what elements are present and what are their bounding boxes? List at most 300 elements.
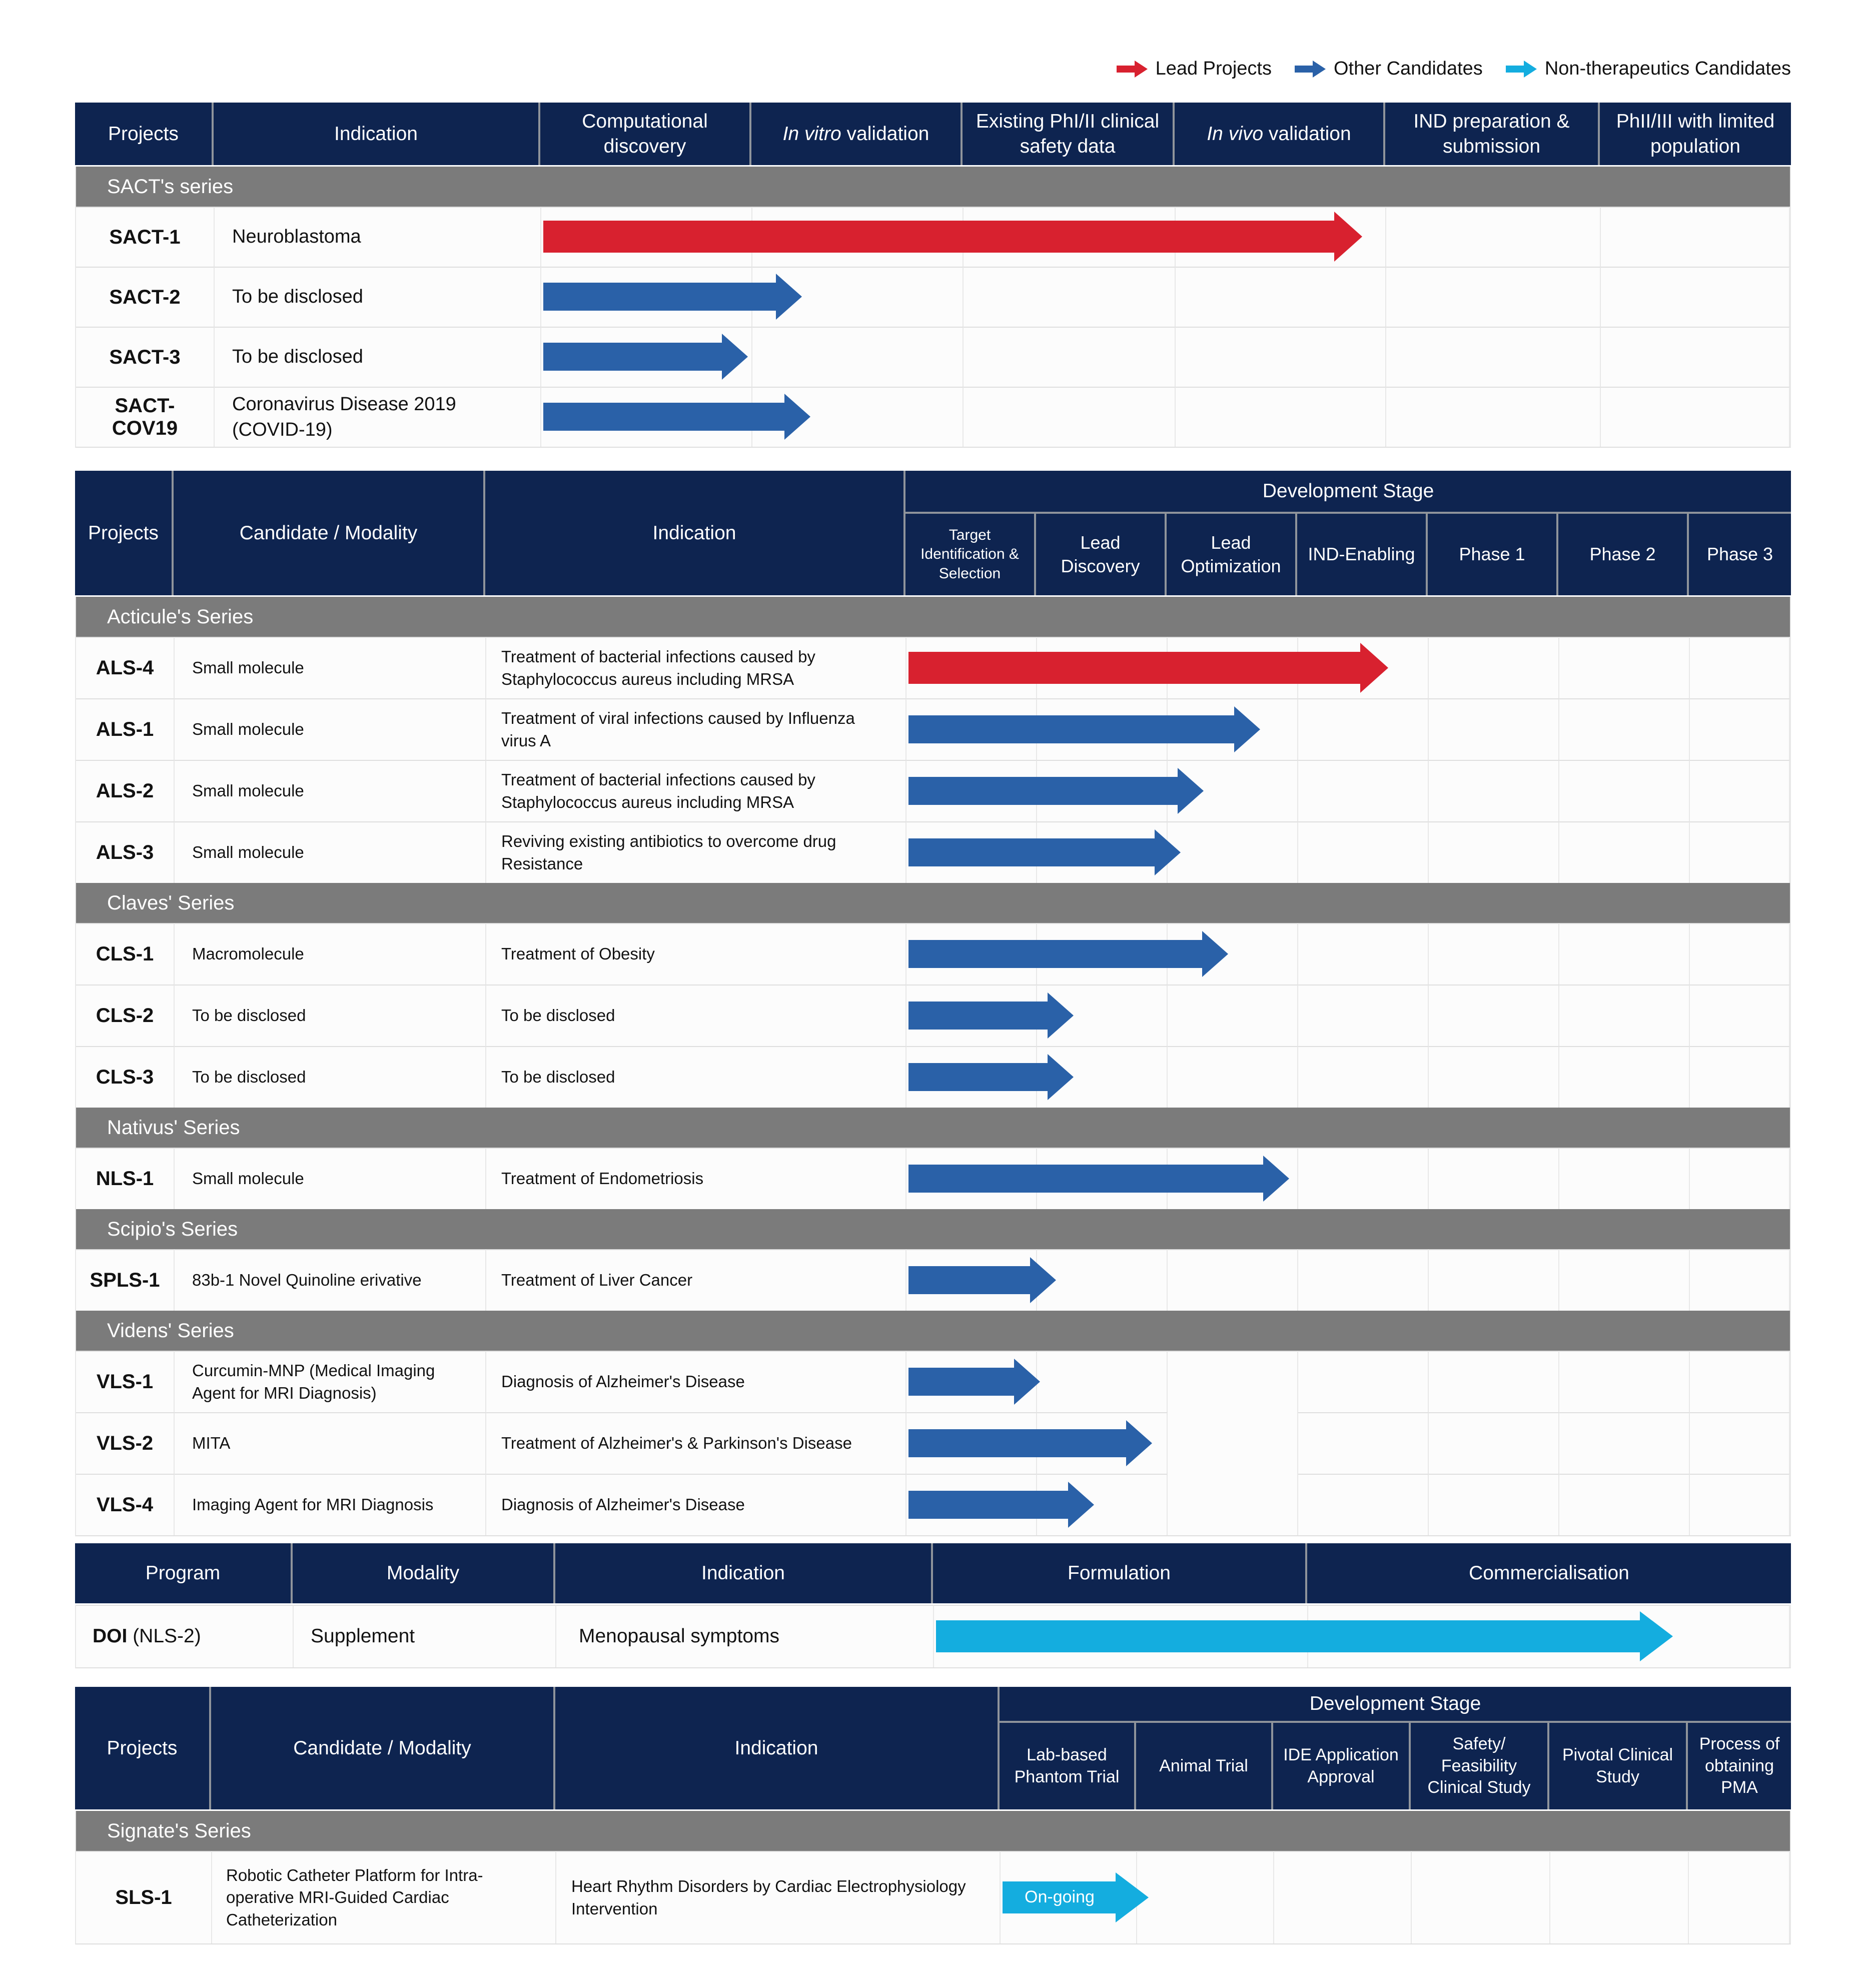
pipeline-row [76,923,1790,984]
pipeline-arrow-nontx [936,1605,1673,1667]
column-header: Computational discovery [540,103,751,165]
project-cell: SACT-COV19 [76,387,215,447]
project-cell: SLS-1 [76,1851,212,1943]
indication-cell [486,1148,906,1209]
column-header: Modality [293,1543,555,1603]
stage-column-header: IDE Application Approval [1273,1723,1411,1809]
stage-cell [1168,1474,1298,1535]
pipeline-arrow-nontx [1003,1851,1149,1943]
column-header: IND preparation & submission [1385,103,1600,165]
stage-cell [1559,1412,1690,1474]
stage-cell [1168,984,1298,1046]
indication-text: To be disclosed [232,346,363,368]
pipeline-arrow-other [908,1351,1040,1412]
arrow-body [908,1165,1264,1193]
arrow-head [1126,1420,1152,1466]
doi-table-body [75,1605,1791,1668]
project-cell: ALS-3 [76,821,175,883]
project-cell: SACT-2 [76,267,215,327]
indication-cell [215,327,541,387]
sact-table-body [75,167,1791,448]
pipeline-row [76,1046,1790,1108]
indication-text: Diagnosis of Alzheimer's Disease [501,1495,745,1514]
pipeline-arrow-lead [543,207,1362,267]
indication-cell [486,821,906,883]
arrow-body [1003,1881,1117,1913]
series-band-label: Videns' Series [107,1319,234,1342]
main-pipeline-table [75,471,1791,1536]
candidate-text: Curcumin-MNP (Medical Imaging Agent for MRI Diagnosis) [192,1361,435,1402]
series-band-label: SACT's series [107,175,234,198]
pipeline-arrow-other [908,984,1074,1046]
indication-cell [215,387,541,447]
stage-cell [1690,821,1790,883]
stage-column-header: Lab-based Phantom Trial [1000,1723,1136,1809]
stage-cell [964,327,1176,387]
stage-cell [1168,1249,1298,1311]
candidate-text: To be disclosed [192,1068,306,1087]
stage-column-header: Target Identification & Selection [905,514,1036,595]
project-cell: SPLS-1 [76,1249,175,1311]
pipeline-arrow-other [908,1474,1094,1535]
stage-column-header: Animal Trial [1136,1723,1273,1809]
nontherapeutics-arrow-icon [1506,61,1537,78]
stage-cell [1559,1351,1690,1412]
pipeline-row [76,267,1790,327]
arrow-body [908,1002,1049,1030]
arrow-label: On-going [1025,1887,1095,1906]
arrow-head [1178,768,1204,814]
stage-cell [1037,1249,1168,1311]
stage-cell [1298,698,1429,760]
candidate-text: Macromolecule [192,944,304,963]
arrow-head [1155,829,1181,875]
stage-track [906,923,1790,984]
arrow-body [908,1368,1015,1396]
indication-cell [486,637,906,698]
stage-cell [1689,1851,1790,1943]
stage-cell [1386,207,1601,267]
series-band [76,1811,1790,1851]
pipeline-arrow-other [908,1148,1289,1209]
candidate-text: Small molecule [192,781,304,800]
stage-cell [1559,1249,1690,1311]
stage-cell [1429,1412,1559,1474]
arrow-head [1068,1482,1094,1528]
legend-item-other [1295,58,1483,80]
arrow-head [1263,1156,1289,1202]
indication-cell [215,267,541,327]
series-band-label: Claves' Series [107,891,235,914]
stage-cell [1176,387,1386,447]
stage-cell [1559,821,1690,883]
pipeline-row [76,1474,1790,1535]
legend-item-nontx [1506,58,1791,80]
column-header: Formulation [933,1543,1307,1603]
series-band-label: Scipio's Series [107,1218,238,1240]
project-cell: CLS-1 [76,923,175,984]
stage-track [906,1412,1790,1474]
pipeline-row [76,1249,1790,1311]
stage-cell [1429,923,1559,984]
indication-cell [486,698,906,760]
indication-text: Treatment of viral infections caused by Influenza virus A [501,708,855,750]
indication-text: Treatment of Endometriosis [501,1169,704,1188]
arrow-head [776,274,802,320]
stage-cell [964,387,1176,447]
stage-track [906,1474,1790,1535]
pipeline-row [76,698,1790,760]
column-header: Indication [555,1687,1000,1809]
stage-cell [1690,1148,1790,1209]
stage-cell [1176,327,1386,387]
pipeline-arrow-other [908,1249,1056,1311]
other-arrow-icon [1295,61,1326,78]
arrow-body [908,1491,1069,1519]
stage-cell [1690,1474,1790,1535]
stage-cell [1429,1249,1559,1311]
candidate-cell [175,984,486,1046]
series-band [76,597,1790,637]
stage-cell [964,267,1176,327]
indication-text: Treatment of Liver Cancer [501,1271,693,1290]
stage-cell [1429,984,1559,1046]
indication-cell [486,984,906,1046]
stage-track [906,821,1790,883]
series-band-label: Nativus' Series [107,1116,240,1139]
candidate-text: Small molecule [192,843,304,862]
stage-track [934,1605,1790,1667]
program-cell: DOI (NLS-2) [76,1605,294,1667]
arrow-head [1048,1054,1074,1100]
stage-column-header: Phase 3 [1689,514,1791,595]
arrow-body [908,1266,1031,1294]
column-header: Commercialisation [1307,1543,1791,1603]
stage-track [906,698,1790,760]
stage-cell [1429,1046,1559,1108]
column-header: Projects [75,1687,211,1809]
stage-track [906,1046,1790,1108]
column-header: Candidate / Modality [211,1687,555,1809]
series-band [76,1311,1790,1351]
pipeline-arrow-other [543,267,802,327]
project-cell: SACT-3 [76,327,215,387]
doi-table-header [75,1543,1791,1603]
stage-cell [752,327,964,387]
candidate-text: To be disclosed [192,1006,306,1025]
stage-cell [1690,1249,1790,1311]
legend-item-lead [1117,58,1272,80]
candidate-cell [175,923,486,984]
stage-track [541,327,1790,387]
stage-cell [1429,760,1559,821]
stage-cell [1559,984,1690,1046]
candidate-text: 83b-1 Novel Quinoline erivative [192,1271,422,1290]
stage-cell [1429,1351,1559,1412]
stage-column-header: Safety/ Feasibility Clinical Study [1411,1723,1549,1809]
pipeline-arrow-other [908,1412,1152,1474]
pipeline-row [76,207,1790,267]
project-cell: ALS-4 [76,637,175,698]
series-band [76,167,1790,207]
stage-cell [1429,698,1559,760]
pipeline-arrow-other [543,327,748,387]
stage-cell [1274,1851,1412,1943]
doi-program-table [75,1543,1791,1668]
stage-track [541,267,1790,327]
pipeline-arrow-other [908,760,1204,821]
stage-column-header: Pivotal Clinical Study [1549,1723,1688,1809]
pipeline-arrow-other [908,1046,1074,1108]
stage-cell [1690,760,1790,821]
candidate-cell [175,637,486,698]
project-cell: ALS-2 [76,760,175,821]
indication-text: Coronavirus Disease 2019 (COVID-19) [232,393,456,440]
stage-cell [1429,1148,1559,1209]
stage-cell [1690,698,1790,760]
arrow-head [1014,1359,1040,1405]
candidate-cell [175,760,486,821]
stage-cell [1559,1474,1690,1535]
arrow-head [784,394,810,440]
arrow-head [1202,931,1228,977]
stage-cell [1601,387,1790,447]
arrow-body [543,343,723,371]
indication-text: To be disclosed [501,1006,615,1025]
arrow-body [908,652,1361,684]
pipeline-arrow-lead [908,637,1388,698]
candidate-cell [175,1474,486,1535]
candidate-cell [175,1351,486,1412]
indication-text: To be disclosed [501,1068,615,1087]
stage-track [1001,1851,1790,1943]
stage-cell [1298,923,1429,984]
indication-text: Reviving existing antibiotics to overcome drug Resistance [501,831,836,873]
signate-table [75,1687,1791,1944]
indication-cell [486,1249,906,1311]
arrow-body [908,940,1203,968]
candidate-cell [175,1046,486,1108]
column-header: Projects [75,471,174,595]
arrow-head [1334,212,1362,262]
column-header: Indication [485,471,905,595]
candidate-text: MITA [192,1434,231,1453]
stage-column-header: IND-Enabling [1297,514,1428,595]
column-header: Existing PhI/II clinical safety data [963,103,1175,165]
indication-cell: Menopausal symptoms [556,1605,934,1667]
project-cell: VLS-4 [76,1474,175,1535]
candidate-cell: Robotic Catheter Platform for Intra-operative MRI-Guided Cardiac Catheterization [212,1851,556,1943]
column-header: Candidate / Modality [174,471,485,595]
stage-cell [1690,984,1790,1046]
stage-cell [1601,267,1790,327]
sact-table-header [75,103,1791,165]
development-stage-title: Development Stage [905,471,1791,514]
stage-cell [1298,1249,1429,1311]
pipeline-row [76,387,1790,447]
indication-cell [215,207,541,267]
stage-cell [1412,1851,1550,1943]
candidate-text: Small molecule [192,1169,304,1188]
pipeline-row [76,1351,1790,1412]
arrow-head [1234,706,1260,752]
stage-track [906,1351,1790,1412]
stage-cell [1176,267,1386,327]
legend-label: Non-therapeutics Candidates [1544,58,1791,79]
column-header: Indication [555,1543,933,1603]
candidate-cell [175,1249,486,1311]
stage-cell [1550,1851,1689,1943]
indication-text: To be disclosed [232,286,363,308]
candidate-cell [175,1148,486,1209]
project-cell: CLS-2 [76,984,175,1046]
stage-cell [1690,1412,1790,1474]
arrow-body [908,715,1235,743]
arrow-body [543,403,785,431]
column-header: PhII/III with limited population [1600,103,1791,165]
stage-cell [1298,984,1429,1046]
indication-text: Treatment of bacterial infections caused by Staphylococcus aureus including MRSA [501,647,815,688]
column-header: Indication [214,103,540,165]
stage-cell [1386,387,1601,447]
project-cell: CLS-3 [76,1046,175,1108]
pipeline-table-body [75,597,1791,1536]
indication-cell [486,923,906,984]
stage-cell [1429,637,1559,698]
pipeline-row [76,760,1790,821]
candidate-text: Small molecule [192,658,304,677]
arrow-head [722,334,748,380]
stage-column-header: Phase 1 [1428,514,1558,595]
stage-column-header: Lead Discovery [1036,514,1167,595]
stage-cell [1298,1412,1429,1474]
signate-table-body [75,1811,1791,1944]
stage-cell [1298,760,1429,821]
candidate-cell [175,821,486,883]
series-band [76,1108,1790,1148]
arrow-head [1116,1872,1149,1922]
stage-cell [1298,1351,1429,1412]
stage-cell [1690,1046,1790,1108]
pipeline-row [76,821,1790,883]
arrow-body [908,777,1179,805]
stage-cell [1168,1412,1298,1474]
project-cell: SACT-1 [76,207,215,267]
pipeline-row [76,637,1790,698]
stage-track [906,984,1790,1046]
signate-table-header [75,1687,1791,1809]
candidate-cell [175,1412,486,1474]
stage-cell [1168,821,1298,883]
stage-cell [1298,1474,1429,1535]
stage-cell [1168,1046,1298,1108]
indication-text: Diagnosis of Alzheimer's Disease [501,1372,745,1391]
column-header: Program [75,1543,293,1603]
candidate-text: Imaging Agent for MRI Diagnosis [192,1495,434,1514]
stage-cell [1559,760,1690,821]
pipeline-arrow-other [908,698,1260,760]
indication-cell [486,1412,906,1474]
modality-cell: Supplement [294,1605,556,1667]
stage-cell [1559,698,1690,760]
stage-cell [1137,1851,1274,1943]
pipeline-arrow-other [908,821,1181,883]
series-band [76,883,1790,923]
indication-cell [486,1351,906,1412]
indication-text: Neuroblastoma [232,226,361,248]
stage-track [541,207,1790,267]
legend-label: Lead Projects [1155,58,1272,79]
arrow-head [1360,643,1388,693]
stage-cell [1601,327,1790,387]
candidate-text: Small molecule [192,720,304,739]
pipeline-row [76,1605,1790,1667]
stage-cell [1429,821,1559,883]
development-stage-header [1000,1687,1791,1809]
indication-cell [486,1474,906,1535]
legend [1117,58,1791,80]
development-stage-title: Development Stage [1000,1687,1791,1723]
stage-cell [1386,327,1601,387]
arrow-body [543,283,777,311]
stage-column-header: Process of obtaining PMA [1688,1723,1791,1809]
candidate-cell [175,698,486,760]
pipeline-row [76,1412,1790,1474]
pipeline-arrow-other [908,923,1228,984]
pipeline-table-header [75,471,1791,595]
project-cell: NLS-1 [76,1148,175,1209]
stage-cell [1559,1046,1690,1108]
arrow-body [543,221,1335,253]
stage-cell [1298,821,1429,883]
stage-cell [1386,267,1601,327]
indication-cell [486,760,906,821]
stage-cell [1559,1148,1690,1209]
stage-cell [1429,1474,1559,1535]
series-band-label: Acticule's Series [107,605,254,628]
indication-cell [486,1046,906,1108]
stage-cell [1298,1046,1429,1108]
pipeline-row [76,1851,1790,1943]
arrow-head [1640,1611,1673,1661]
pipeline-row [76,327,1790,387]
stage-track [906,637,1790,698]
indication-text: Treatment of Alzheimer's & Parkinson's Disease [501,1434,852,1453]
project-cell: ALS-1 [76,698,175,760]
column-header: Projects [75,103,214,165]
stage-column-header: Lead Optimization [1167,514,1297,595]
pipeline-arrow-other [543,387,810,447]
stage-cell [1559,923,1690,984]
indication-cell: Heart Rhythm Disorders by Cardiac Electrophysiology Intervention [556,1851,1001,1943]
arrow-head [1030,1257,1056,1303]
stage-track [906,1249,1790,1311]
column-header: In vivo validation [1175,103,1385,165]
arrow-body [936,1620,1641,1652]
stage-cell [1690,637,1790,698]
stage-track [906,1148,1790,1209]
stage-cell [1690,1351,1790,1412]
stage-cell [1298,1148,1429,1209]
stage-cell [1168,1351,1298,1412]
stage-track [541,387,1790,447]
development-stage-header [905,471,1791,595]
arrow-body [908,1063,1049,1091]
indication-text: Treatment of bacterial infections caused by Staphylococcus aureus including MRSA [501,770,815,811]
indication-text: Treatment of Obesity [501,944,655,963]
arrow-body [908,1429,1127,1457]
arrow-head [1048,993,1074,1039]
